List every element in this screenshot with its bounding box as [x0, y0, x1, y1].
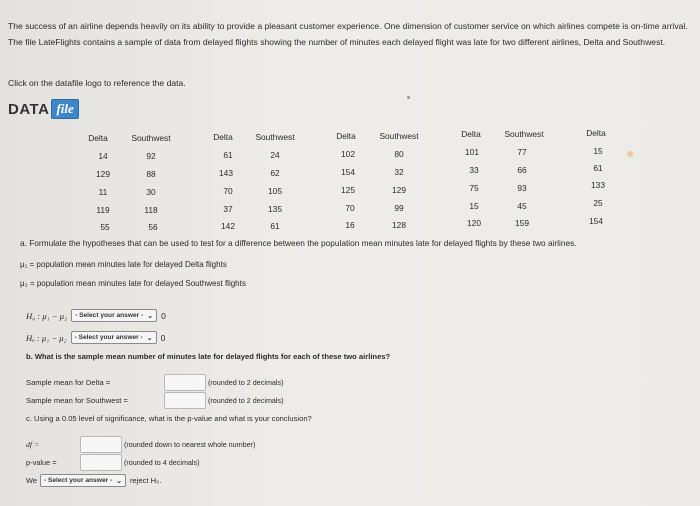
- table-cell: 105: [268, 186, 282, 196]
- delta-mean-row: [26, 374, 284, 391]
- df-label: df =: [26, 440, 40, 449]
- question-b: b. What is the sample mean number of minutes late for delayed flights for each of these two airlines?: [26, 352, 391, 361]
- table-header: Southwest: [379, 131, 419, 141]
- table-header: Delta: [586, 128, 606, 138]
- table-cell: 92: [146, 151, 156, 161]
- table-header: Southwest: [504, 129, 544, 139]
- datafile-logo[interactable]: [8, 99, 79, 119]
- table-cell: 88: [146, 169, 156, 179]
- table-cell: 142: [221, 221, 235, 231]
- table-cell: 118: [144, 205, 158, 215]
- table-cell: 159: [515, 218, 529, 228]
- cursor-dot: [627, 151, 633, 157]
- southwest-mean-input[interactable]: [164, 392, 206, 409]
- table-header: Delta: [336, 131, 356, 141]
- table-cell: 125: [341, 185, 355, 195]
- table-header: Southwest: [131, 133, 171, 143]
- delta-mean-input[interactable]: [164, 374, 206, 391]
- table-cell: 129: [392, 185, 406, 195]
- table-cell: 61: [223, 150, 233, 160]
- table-cell: 154: [589, 216, 603, 226]
- table-cell: 75: [469, 183, 479, 193]
- table-cell: 70: [223, 186, 233, 196]
- click-note: Click on the datafile logo to reference the data.: [8, 78, 186, 88]
- question-c: c. Using a 0.05 level of significance, what is the p-value and what is your conclusion?: [26, 414, 312, 423]
- southwest-mean-label: Sample mean for Southwest =: [26, 396, 128, 405]
- conclusion-select[interactable]: [40, 474, 126, 487]
- table-header: Delta: [213, 132, 233, 142]
- h0-select[interactable]: [71, 309, 157, 322]
- table-cell: 56: [148, 222, 158, 232]
- table-cell: 11: [98, 187, 108, 197]
- table-cell: 129: [96, 169, 110, 179]
- table-cell: 37: [223, 204, 233, 214]
- df-note: (rounded down to nearest whole number): [124, 440, 256, 449]
- table-cell: 80: [394, 149, 404, 159]
- table-cell: 133: [591, 180, 605, 190]
- table-cell: 33: [469, 165, 479, 175]
- table-cell: 101: [465, 147, 479, 157]
- p-value-row: [26, 454, 200, 471]
- chevron-down-icon: ⌄: [116, 477, 122, 485]
- table-cell: 15: [469, 201, 479, 211]
- p-value-input[interactable]: [80, 454, 122, 471]
- table-cell: 70: [345, 203, 355, 213]
- table-cell: 16: [345, 220, 355, 230]
- chevron-down-icon: ⌄: [147, 312, 154, 320]
- delta-mean-label: Sample mean for Delta =: [26, 378, 111, 387]
- table-cell: 77: [517, 147, 527, 157]
- table-cell: 99: [394, 203, 404, 213]
- table-header: Delta: [461, 129, 481, 139]
- we-label: We: [26, 476, 37, 485]
- table-cell: 62: [270, 168, 280, 178]
- file-badge: file: [51, 99, 78, 119]
- table-header: Southwest: [255, 132, 295, 142]
- reject-label: reject H₀.: [130, 476, 162, 485]
- h0-zero: 0: [161, 310, 166, 321]
- question-a: a. Formulate the hypotheses that can be used to test for a difference between the population mean minutes late for delayed flights by these two airlines.: [20, 238, 577, 248]
- mu1-definition: μ₁ = population mean minutes late for delayed Delta flights: [20, 260, 227, 269]
- table-cell: 55: [100, 222, 110, 232]
- null-hypothesis-row: [26, 309, 166, 322]
- ha-select-label: - Select your answer -: [74, 334, 143, 341]
- southwest-mean-row: [26, 392, 284, 409]
- table-cell: 135: [268, 204, 282, 214]
- chevron-down-icon: ⌄: [146, 334, 153, 342]
- table-cell: 24: [270, 150, 280, 160]
- table-cell: 120: [467, 218, 481, 228]
- alt-hypothesis-row: [26, 331, 165, 344]
- table-header: Delta: [88, 133, 108, 143]
- df-input[interactable]: [80, 436, 122, 453]
- table-cell: 154: [341, 167, 355, 177]
- table-cell: 25: [593, 198, 603, 208]
- decorative-dot: [407, 96, 410, 99]
- table-cell: 14: [98, 151, 108, 161]
- delta-mean-note: (rounded to 2 decimals): [208, 378, 284, 387]
- df-row: [26, 436, 255, 453]
- southwest-mean-note: (rounded to 2 decimals): [208, 396, 284, 405]
- h0-select-label: - Select your answer -: [75, 312, 144, 319]
- data-logo-word: DATA: [8, 100, 50, 118]
- table-cell: 61: [270, 221, 280, 231]
- table-cell: 93: [517, 183, 527, 193]
- ha-select[interactable]: [71, 331, 157, 344]
- table-cell: 66: [517, 165, 527, 175]
- ha-label: Hₐ : μ₁ − μ₂: [26, 332, 67, 343]
- h0-label: H₀ : μ₁ − μ₂: [26, 310, 68, 321]
- table-cell: 45: [517, 201, 527, 211]
- p-value-note: (rounded to 4 decimals): [124, 458, 200, 467]
- ha-zero: 0: [160, 332, 166, 343]
- p-value-label: p-value =: [26, 458, 57, 467]
- table-cell: 61: [593, 163, 603, 173]
- table-cell: 102: [341, 149, 355, 159]
- table-cell: 30: [146, 187, 156, 197]
- mu2-definition: μ₂ = population mean minutes late for delayed Southwest flights: [20, 279, 246, 288]
- table-cell: 143: [219, 168, 233, 178]
- table-cell: 15: [593, 146, 603, 156]
- conclusion-row: [26, 474, 161, 487]
- table-cell: 128: [392, 220, 406, 230]
- conclusion-select-label: - Select your answer -: [43, 477, 113, 484]
- table-cell: 32: [394, 167, 404, 177]
- intro-paragraph: The success of an airline depends heavily on its ability to provide a pleasant customer experience. One dimension of customer service on which airlines compete is on-time arrival. The file LateFlights contains a sample of data from delayed flights showing the number of minutes each delayed flight was late for two different airlines, Delta and Southwest.: [8, 21, 688, 47]
- table-cell: 119: [96, 205, 110, 215]
